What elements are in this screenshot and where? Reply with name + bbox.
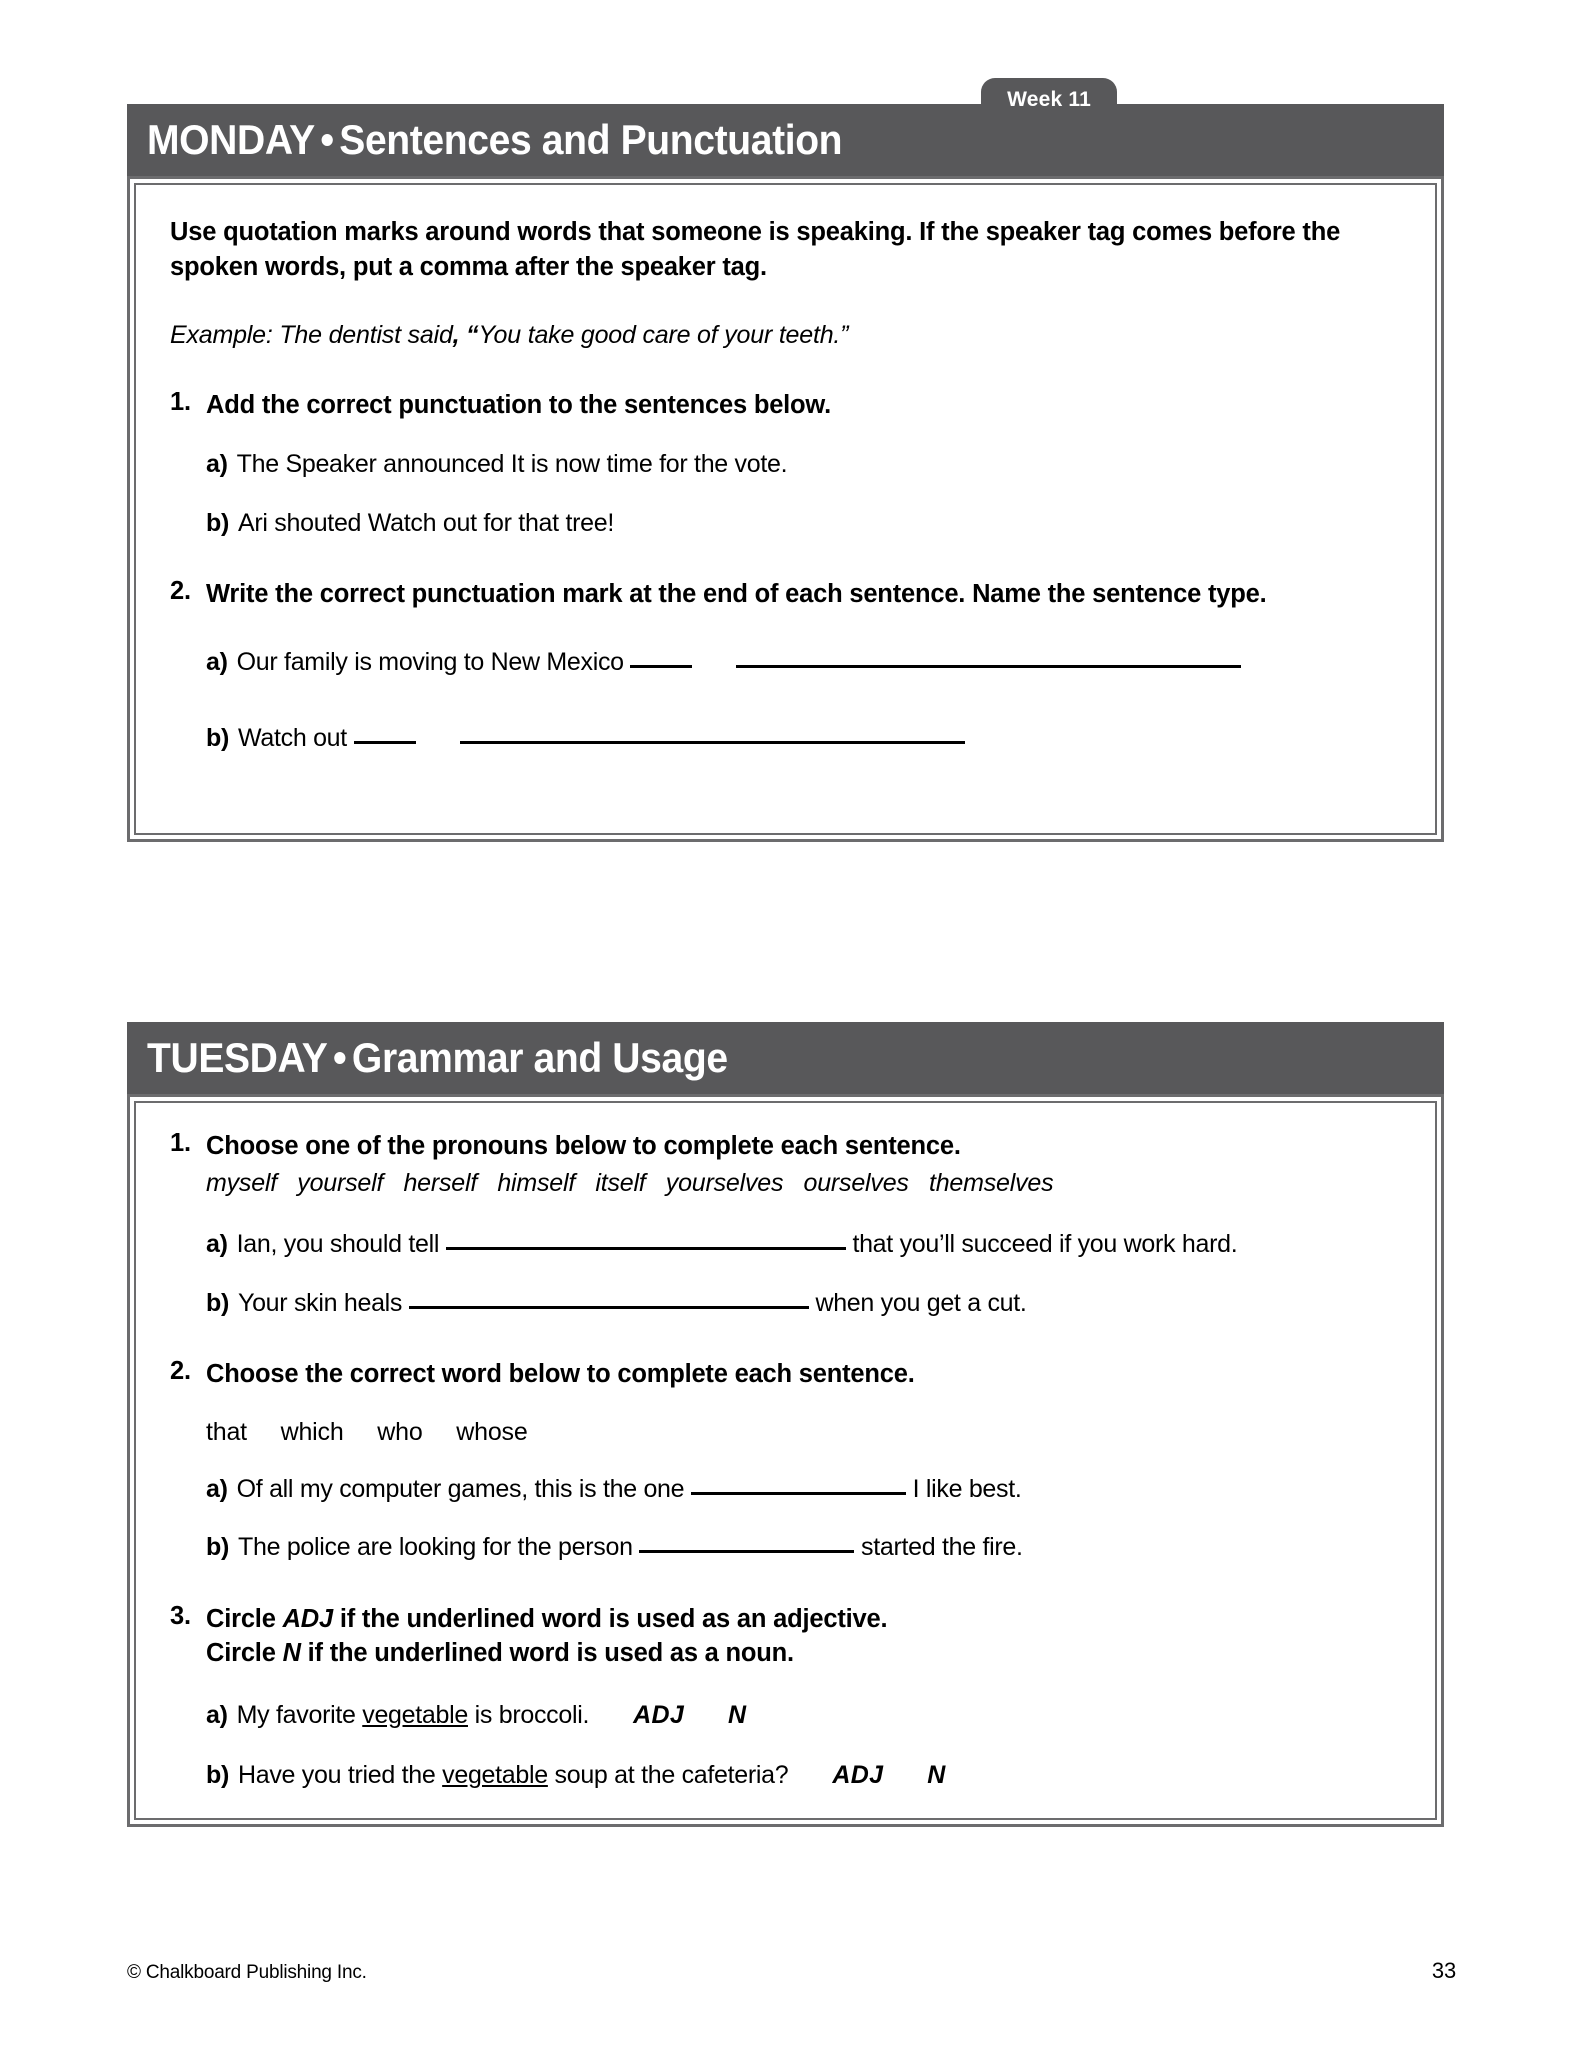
- item-text-with-blanks: [237, 646, 1401, 679]
- item-text-with-options: [237, 1699, 1401, 1732]
- tuesday-q3-line-2: [206, 1636, 887, 1670]
- monday-q1-item-b: [170, 507, 1401, 540]
- tuesday-question-3: [170, 1602, 1401, 1671]
- tuesday-header-title: [147, 1034, 728, 1082]
- q3-line2-suffix: if the underlined word is used as a noun.: [300, 1639, 794, 1668]
- option-adj[interactable]: ADJ: [633, 1700, 685, 1729]
- monday-body-outer-border: [127, 176, 1444, 842]
- punctuation-blank[interactable]: [630, 665, 692, 668]
- item-label: a): [206, 1230, 228, 1259]
- monday-topic-label: Sentences and Punctuation: [339, 116, 843, 163]
- item-text-with-blank: [238, 1287, 1401, 1320]
- item-text-with-blank: [238, 1531, 1401, 1564]
- week-tab-label: Week 11: [1007, 88, 1091, 111]
- q3-line1-suffix: if the underlined word is used as an adjective.: [332, 1604, 888, 1633]
- item-label: a): [206, 450, 228, 479]
- q3-line2-emphasis: N: [282, 1639, 301, 1668]
- item-label: b): [206, 508, 229, 537]
- monday-day-label: MONDAY: [147, 116, 315, 163]
- punctuation-blank[interactable]: [354, 741, 416, 744]
- monday-q1-item-a: [170, 448, 1401, 481]
- option-n[interactable]: N: [927, 1761, 946, 1790]
- monday-intro-text: Use quotation marks around words that someone is speaking. If the speaker tag comes before the spoken words, put a comma after the speaker tag.: [170, 218, 1341, 282]
- tuesday-topic-label: Grammar and Usage: [351, 1034, 728, 1081]
- relative-pronoun-blank[interactable]: [639, 1550, 854, 1553]
- item-label: b): [206, 724, 229, 753]
- item-text-with-blanks: [238, 722, 1401, 755]
- monday-q1-number: 1.: [170, 387, 191, 416]
- tuesday-q3-item-a: [170, 1699, 1401, 1732]
- tuesday-q3-text: [206, 1602, 887, 1671]
- bullet-glyph: •: [320, 116, 334, 163]
- item-text: The Speaker announced It is now time for the vote.: [236, 450, 788, 479]
- section-monday: [127, 104, 1444, 842]
- sentence-type-blank[interactable]: [736, 665, 1241, 668]
- item-text-with-blank: [237, 1228, 1401, 1261]
- monday-body: [134, 183, 1437, 835]
- pronoun-blank[interactable]: [446, 1247, 846, 1250]
- pronoun-blank[interactable]: [409, 1306, 809, 1309]
- underlined-word: vegetable: [442, 1761, 548, 1790]
- page-footer: [127, 1958, 1456, 1984]
- item-text-after: is broccoli.: [467, 1700, 590, 1729]
- tuesday-q1-word-bank: myself yourself herself himself itself yourselves ourselves themselves: [206, 1169, 1054, 1198]
- monday-header: [127, 104, 1444, 176]
- monday-question-1: [170, 388, 1401, 422]
- item-text-before: The police are looking for the person: [238, 1533, 633, 1562]
- item-text: Our family is moving to New Mexico: [236, 647, 624, 676]
- tuesday-q1-item-b: [170, 1287, 1401, 1320]
- option-n[interactable]: N: [728, 1700, 747, 1729]
- item-label: b): [206, 1761, 229, 1790]
- example-rest: You take good care of your teeth.”: [478, 321, 849, 350]
- option-adj[interactable]: ADJ: [832, 1761, 884, 1790]
- item-text-before: Have you tried the: [238, 1761, 443, 1790]
- copyright-text: © Chalkboard Publishing Inc.: [127, 1962, 367, 1983]
- tuesday-q3-number: 3.: [170, 1601, 191, 1630]
- q3-line1-prefix: Circle: [206, 1604, 283, 1633]
- tuesday-q2-text: Choose the correct word below to complete each sentence.: [206, 1360, 915, 1389]
- underlined-word: vegetable: [362, 1700, 468, 1729]
- item-label: a): [206, 647, 228, 676]
- bullet-glyph: •: [333, 1034, 347, 1081]
- tuesday-q1-text: Choose one of the pronouns below to complete each sentence.: [206, 1132, 961, 1160]
- monday-q2-number: 2.: [170, 577, 191, 606]
- q3-line2-prefix: Circle: [206, 1639, 283, 1668]
- example-bold-part: , “: [452, 321, 479, 350]
- tuesday-q3-line-1: [206, 1602, 887, 1636]
- monday-q2-text: Write the correct punctuation mark at the end of each sentence. Name the sentence type.: [206, 580, 1267, 609]
- page-number: 33: [1431, 1958, 1456, 1983]
- tuesday-q1-number: 1.: [170, 1129, 191, 1157]
- tuesday-q2-item-b: [170, 1531, 1401, 1564]
- item-text-before: My favorite: [236, 1700, 363, 1729]
- monday-q2-item-b: [170, 722, 1401, 755]
- item-text-after: soup at the cafeteria?: [547, 1761, 789, 1790]
- item-label: a): [206, 1474, 228, 1503]
- tuesday-question-2: [170, 1357, 1401, 1391]
- item-text-after: when you get a cut.: [815, 1288, 1027, 1317]
- item-text-before: Ian, you should tell: [236, 1230, 440, 1259]
- sentence-type-blank[interactable]: [460, 741, 965, 744]
- monday-question-2: [170, 577, 1401, 611]
- section-tuesday: [127, 1022, 1444, 1827]
- item-label: b): [206, 1288, 229, 1317]
- tuesday-question-1: [170, 1129, 1401, 1163]
- item-text: Watch out: [238, 724, 347, 753]
- tuesday-q2-word-bank: that which who whose: [206, 1417, 528, 1446]
- tuesday-q2-item-a: [170, 1473, 1401, 1506]
- tuesday-day-label: TUESDAY: [147, 1034, 328, 1081]
- monday-header-title: [147, 116, 842, 164]
- relative-pronoun-blank[interactable]: [691, 1492, 906, 1495]
- item-text-with-options: [238, 1759, 1401, 1792]
- q3-line1-emphasis: ADJ: [282, 1604, 333, 1633]
- example-prefix: Example: The dentist said: [170, 321, 453, 350]
- monday-q2-item-a: [170, 646, 1401, 679]
- item-label: b): [206, 1533, 229, 1562]
- tuesday-q2-number: 2.: [170, 1357, 191, 1386]
- item-text-before: Of all my computer games, this is the one: [236, 1474, 685, 1503]
- item-label: a): [206, 1700, 228, 1729]
- item-text: Ari shouted Watch out for that tree!: [238, 508, 614, 537]
- monday-q1-text: Add the correct punctuation to the sentences below.: [206, 390, 832, 419]
- week-tab: [981, 78, 1117, 122]
- tuesday-q3-item-b: [170, 1759, 1401, 1792]
- tuesday-header: [127, 1022, 1444, 1094]
- item-text-before: Your skin heals: [238, 1288, 403, 1317]
- item-text-after: started the fire.: [861, 1533, 1023, 1562]
- tuesday-body-outer-border: [127, 1094, 1444, 1827]
- tuesday-q1-item-a: [170, 1228, 1401, 1261]
- item-text-with-blank: [237, 1473, 1401, 1506]
- item-text-after: I like best.: [912, 1474, 1022, 1503]
- monday-example-line: [170, 319, 1401, 352]
- item-text-after: that you’ll succeed if you work hard.: [852, 1230, 1238, 1259]
- tuesday-body: [134, 1101, 1437, 1820]
